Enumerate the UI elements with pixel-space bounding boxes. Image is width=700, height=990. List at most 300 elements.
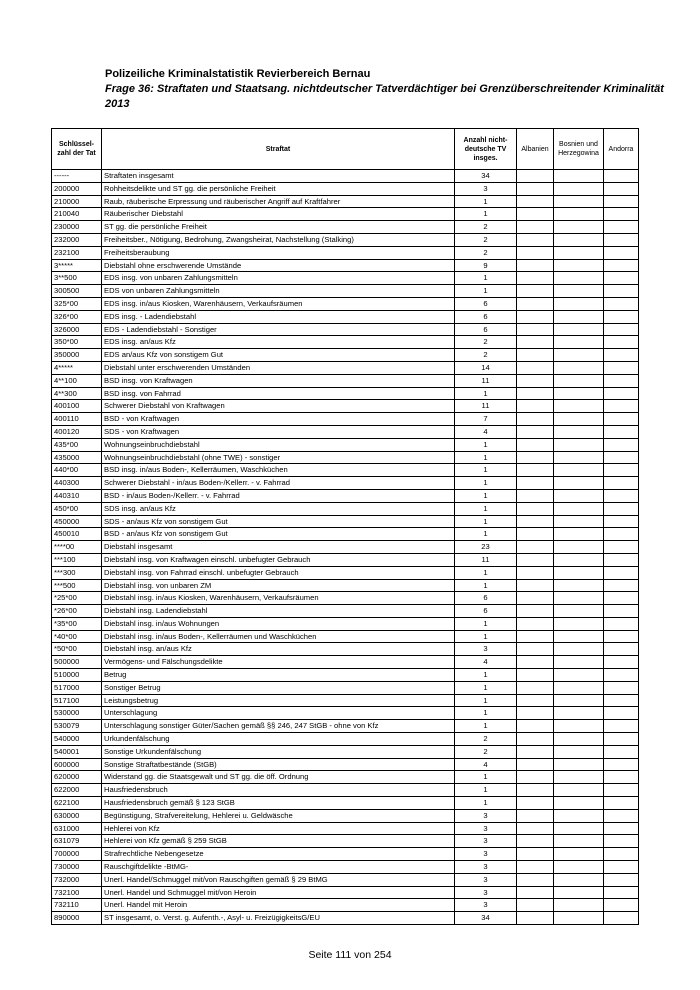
row-albania-cell bbox=[517, 489, 554, 502]
row-count-cell: 1 bbox=[455, 528, 517, 541]
row-offense-cell: BSD - an/aus Kfz von sonstigem Gut bbox=[102, 528, 455, 541]
row-key-cell: 500000 bbox=[52, 656, 102, 669]
row-key-cell: 3**500 bbox=[52, 272, 102, 285]
row-offense-cell: Straftaten insgesamt bbox=[102, 170, 455, 183]
table-row bbox=[52, 745, 639, 758]
table-row bbox=[52, 797, 639, 810]
row-key-cell: 700000 bbox=[52, 848, 102, 861]
row-albania-cell bbox=[517, 221, 554, 234]
row-andorra-cell bbox=[604, 425, 639, 438]
row-count-cell: 1 bbox=[455, 502, 517, 515]
row-bosnia-cell bbox=[554, 541, 604, 554]
row-albania-cell bbox=[517, 784, 554, 797]
row-bosnia-cell bbox=[554, 425, 604, 438]
row-albania-cell bbox=[517, 643, 554, 656]
row-count-cell: 1 bbox=[455, 438, 517, 451]
row-albania-cell bbox=[517, 515, 554, 528]
row-albania-cell bbox=[517, 707, 554, 720]
row-bosnia-cell bbox=[554, 502, 604, 515]
row-bosnia-cell bbox=[554, 297, 604, 310]
row-offense-cell: EDS an/aus Kfz von sonstigem Gut bbox=[102, 349, 455, 362]
row-offense-cell: EDS insg. in/aus Kiosken, Warenhäusern, Verkaufsräumen bbox=[102, 297, 455, 310]
row-key-cell: *35*00 bbox=[52, 617, 102, 630]
table-row bbox=[52, 259, 639, 272]
row-albania-cell bbox=[517, 502, 554, 515]
row-bosnia-cell bbox=[554, 489, 604, 502]
row-albania-cell bbox=[517, 182, 554, 195]
table-header-row bbox=[52, 129, 639, 170]
row-count-cell: 1 bbox=[455, 387, 517, 400]
row-bosnia-cell bbox=[554, 182, 604, 195]
table-row bbox=[52, 771, 639, 784]
table-row bbox=[52, 605, 639, 618]
row-albania-cell bbox=[517, 195, 554, 208]
table-row bbox=[52, 182, 639, 195]
table-row bbox=[52, 886, 639, 899]
row-albania-cell bbox=[517, 246, 554, 259]
row-andorra-cell bbox=[604, 912, 639, 925]
row-key-cell: 622100 bbox=[52, 797, 102, 810]
column-header-offense: Straftat bbox=[102, 129, 455, 170]
row-offense-cell: EDS insg. - Ladendiebstahl bbox=[102, 310, 455, 323]
row-bosnia-cell bbox=[554, 336, 604, 349]
table-row bbox=[52, 669, 639, 682]
row-bosnia-cell bbox=[554, 170, 604, 183]
row-count-cell: 1 bbox=[455, 720, 517, 733]
row-offense-cell: Diebstahl insg. von unbaren ZM bbox=[102, 579, 455, 592]
row-offense-cell: BSD - in/aus Boden-/Kellerr. - v. Fahrrad bbox=[102, 489, 455, 502]
row-key-cell: 732000 bbox=[52, 873, 102, 886]
row-albania-cell bbox=[517, 873, 554, 886]
row-albania-cell bbox=[517, 579, 554, 592]
row-offense-cell: EDS - Ladendiebstahl - Sonstiger bbox=[102, 323, 455, 336]
row-key-cell: 230000 bbox=[52, 221, 102, 234]
row-bosnia-cell bbox=[554, 400, 604, 413]
row-bosnia-cell bbox=[554, 361, 604, 374]
row-albania-cell bbox=[517, 233, 554, 246]
row-key-cell: 435000 bbox=[52, 451, 102, 464]
row-count-cell: 6 bbox=[455, 310, 517, 323]
row-count-cell: 3 bbox=[455, 809, 517, 822]
row-albania-cell bbox=[517, 361, 554, 374]
row-offense-cell: Leistungsbetrug bbox=[102, 694, 455, 707]
row-bosnia-cell bbox=[554, 528, 604, 541]
row-count-cell: 11 bbox=[455, 374, 517, 387]
table-row bbox=[52, 310, 639, 323]
row-bosnia-cell bbox=[554, 707, 604, 720]
row-andorra-cell bbox=[604, 861, 639, 874]
table-row bbox=[52, 541, 639, 554]
row-key-cell: 210000 bbox=[52, 195, 102, 208]
row-offense-cell: Vermögens- und Fälschungsdelikte bbox=[102, 656, 455, 669]
row-offense-cell: BSD - von Kraftwagen bbox=[102, 413, 455, 426]
row-bosnia-cell bbox=[554, 349, 604, 362]
row-bosnia-cell bbox=[554, 822, 604, 835]
row-count-cell: 1 bbox=[455, 617, 517, 630]
row-count-cell: 1 bbox=[455, 477, 517, 490]
row-andorra-cell bbox=[604, 643, 639, 656]
row-bosnia-cell bbox=[554, 310, 604, 323]
row-count-cell: 1 bbox=[455, 464, 517, 477]
row-albania-cell bbox=[517, 208, 554, 221]
row-bosnia-cell bbox=[554, 617, 604, 630]
row-offense-cell: Schwerer Diebstahl von Kraftwagen bbox=[102, 400, 455, 413]
row-count-cell: 1 bbox=[455, 669, 517, 682]
row-count-cell: 3 bbox=[455, 835, 517, 848]
column-header-albania: Albanien bbox=[517, 129, 554, 170]
row-offense-cell: Unerl. Handel/Schmuggel mit/von Rauschgiften gemäß § 29 BtMG bbox=[102, 873, 455, 886]
table-row bbox=[52, 758, 639, 771]
row-key-cell: 530000 bbox=[52, 707, 102, 720]
row-count-cell: 3 bbox=[455, 182, 517, 195]
row-key-cell: 435*00 bbox=[52, 438, 102, 451]
row-count-cell: 9 bbox=[455, 259, 517, 272]
row-key-cell: 326*00 bbox=[52, 310, 102, 323]
row-andorra-cell bbox=[604, 477, 639, 490]
row-offense-cell: ST gg. die persönliche Freiheit bbox=[102, 221, 455, 234]
row-offense-cell: Unerl. Handel und Schmuggel mit/von Heroin bbox=[102, 886, 455, 899]
row-andorra-cell bbox=[604, 438, 639, 451]
row-offense-cell: Unterschlagung sonstiger Güter/Sachen gemäß §§ 246, 247 StGB - ohne von Kfz bbox=[102, 720, 455, 733]
table-row bbox=[52, 592, 639, 605]
row-key-cell: *25*00 bbox=[52, 592, 102, 605]
table-row bbox=[52, 835, 639, 848]
row-count-cell: 6 bbox=[455, 592, 517, 605]
row-andorra-cell bbox=[604, 387, 639, 400]
row-key-cell: ****00 bbox=[52, 541, 102, 554]
table-row bbox=[52, 681, 639, 694]
row-andorra-cell bbox=[604, 349, 639, 362]
row-andorra-cell bbox=[604, 771, 639, 784]
row-albania-cell bbox=[517, 451, 554, 464]
row-key-cell: 400120 bbox=[52, 425, 102, 438]
table-row bbox=[52, 643, 639, 656]
row-bosnia-cell bbox=[554, 656, 604, 669]
row-count-cell: 2 bbox=[455, 233, 517, 246]
row-count-cell: 2 bbox=[455, 221, 517, 234]
row-offense-cell: Sonstiger Betrug bbox=[102, 681, 455, 694]
row-andorra-cell bbox=[604, 195, 639, 208]
row-albania-cell bbox=[517, 310, 554, 323]
row-key-cell: *50*00 bbox=[52, 643, 102, 656]
row-andorra-cell bbox=[604, 822, 639, 835]
row-count-cell: 34 bbox=[455, 912, 517, 925]
row-offense-cell: Hehlerei von Kfz gemäß § 259 StGB bbox=[102, 835, 455, 848]
row-offense-cell: Unerl. Handel mit Heroin bbox=[102, 899, 455, 912]
row-albania-cell bbox=[517, 656, 554, 669]
table-row bbox=[52, 477, 639, 490]
row-key-cell: 510000 bbox=[52, 669, 102, 682]
row-albania-cell bbox=[517, 899, 554, 912]
row-key-cell: 890000 bbox=[52, 912, 102, 925]
column-header-count: Anzahl nicht-deutsche TV insges. bbox=[455, 129, 517, 170]
row-bosnia-cell bbox=[554, 630, 604, 643]
row-bosnia-cell bbox=[554, 758, 604, 771]
row-bosnia-cell bbox=[554, 694, 604, 707]
row-offense-cell: Widerstand gg. die Staatsgewalt und ST gg. die öff. Ordnung bbox=[102, 771, 455, 784]
row-andorra-cell bbox=[604, 489, 639, 502]
row-bosnia-cell bbox=[554, 221, 604, 234]
table-row bbox=[52, 528, 639, 541]
row-offense-cell: Rauschgiftdelikte -BtMG- bbox=[102, 861, 455, 874]
row-key-cell: 4***** bbox=[52, 361, 102, 374]
row-andorra-cell bbox=[604, 592, 639, 605]
row-count-cell: 34 bbox=[455, 170, 517, 183]
row-bosnia-cell bbox=[554, 809, 604, 822]
row-albania-cell bbox=[517, 617, 554, 630]
table-row bbox=[52, 272, 639, 285]
row-key-cell: 450000 bbox=[52, 515, 102, 528]
row-albania-cell bbox=[517, 464, 554, 477]
table-row bbox=[52, 656, 639, 669]
row-andorra-cell bbox=[604, 451, 639, 464]
row-bosnia-cell bbox=[554, 438, 604, 451]
row-count-cell: 2 bbox=[455, 745, 517, 758]
row-count-cell: 6 bbox=[455, 323, 517, 336]
row-andorra-cell bbox=[604, 630, 639, 643]
row-albania-cell bbox=[517, 477, 554, 490]
row-andorra-cell bbox=[604, 336, 639, 349]
row-andorra-cell bbox=[604, 899, 639, 912]
table-row bbox=[52, 630, 639, 643]
row-offense-cell: Freiheitsberaubung bbox=[102, 246, 455, 259]
row-bosnia-cell bbox=[554, 720, 604, 733]
row-bosnia-cell bbox=[554, 233, 604, 246]
row-count-cell: 2 bbox=[455, 733, 517, 746]
row-offense-cell: Diebstahl ohne erschwerende Umstände bbox=[102, 259, 455, 272]
row-albania-cell bbox=[517, 771, 554, 784]
row-key-cell: 631000 bbox=[52, 822, 102, 835]
row-albania-cell bbox=[517, 848, 554, 861]
table-row bbox=[52, 233, 639, 246]
row-count-cell: 1 bbox=[455, 707, 517, 720]
table-row bbox=[52, 336, 639, 349]
table-body bbox=[52, 170, 639, 925]
row-andorra-cell bbox=[604, 784, 639, 797]
row-bosnia-cell bbox=[554, 797, 604, 810]
table-row bbox=[52, 208, 639, 221]
row-andorra-cell bbox=[604, 553, 639, 566]
row-count-cell: 1 bbox=[455, 771, 517, 784]
row-andorra-cell bbox=[604, 361, 639, 374]
row-albania-cell bbox=[517, 259, 554, 272]
row-albania-cell bbox=[517, 272, 554, 285]
row-count-cell: 1 bbox=[455, 285, 517, 298]
row-count-cell: 1 bbox=[455, 579, 517, 592]
row-offense-cell: Diebstahl insg. an/aus Kfz bbox=[102, 643, 455, 656]
row-andorra-cell bbox=[604, 310, 639, 323]
table-row bbox=[52, 502, 639, 515]
row-albania-cell bbox=[517, 720, 554, 733]
row-bosnia-cell bbox=[554, 451, 604, 464]
row-andorra-cell bbox=[604, 809, 639, 822]
table-row bbox=[52, 246, 639, 259]
row-andorra-cell bbox=[604, 515, 639, 528]
row-bosnia-cell bbox=[554, 886, 604, 899]
row-count-cell: 1 bbox=[455, 515, 517, 528]
row-andorra-cell bbox=[604, 541, 639, 554]
row-count-cell: 7 bbox=[455, 413, 517, 426]
row-offense-cell: Diebstahl unter erschwerenden Umständen bbox=[102, 361, 455, 374]
row-albania-cell bbox=[517, 336, 554, 349]
row-offense-cell: Räuberischer Diebstahl bbox=[102, 208, 455, 221]
row-andorra-cell bbox=[604, 502, 639, 515]
row-key-cell: 200000 bbox=[52, 182, 102, 195]
row-albania-cell bbox=[517, 438, 554, 451]
row-key-cell: 400100 bbox=[52, 400, 102, 413]
table-row bbox=[52, 579, 639, 592]
table-row bbox=[52, 195, 639, 208]
row-bosnia-cell bbox=[554, 259, 604, 272]
table-row bbox=[52, 489, 639, 502]
row-key-cell: ***500 bbox=[52, 579, 102, 592]
row-count-cell: 2 bbox=[455, 349, 517, 362]
document-heading bbox=[105, 67, 665, 112]
row-bosnia-cell bbox=[554, 681, 604, 694]
table-row bbox=[52, 707, 639, 720]
row-andorra-cell bbox=[604, 221, 639, 234]
table-row bbox=[52, 553, 639, 566]
row-bosnia-cell bbox=[554, 387, 604, 400]
row-albania-cell bbox=[517, 797, 554, 810]
row-bosnia-cell bbox=[554, 374, 604, 387]
row-andorra-cell bbox=[604, 233, 639, 246]
row-offense-cell: Diebstahl insg. in/aus Wohnungen bbox=[102, 617, 455, 630]
row-key-cell: 326000 bbox=[52, 323, 102, 336]
row-albania-cell bbox=[517, 886, 554, 899]
row-offense-cell: Diebstahl insg. in/aus Kiosken, Warenhäusern, Verkaufsräumen bbox=[102, 592, 455, 605]
row-bosnia-cell bbox=[554, 784, 604, 797]
table-row bbox=[52, 822, 639, 835]
table-row bbox=[52, 899, 639, 912]
row-count-cell: 23 bbox=[455, 541, 517, 554]
row-albania-cell bbox=[517, 285, 554, 298]
row-offense-cell: Raub, räuberische Erpressung und räuberischer Angriff auf Kraftfahrer bbox=[102, 195, 455, 208]
row-offense-cell: Unterschlagung bbox=[102, 707, 455, 720]
row-andorra-cell bbox=[604, 886, 639, 899]
row-count-cell: 1 bbox=[455, 681, 517, 694]
statistics-table bbox=[51, 128, 639, 925]
row-andorra-cell bbox=[604, 797, 639, 810]
row-albania-cell bbox=[517, 349, 554, 362]
row-offense-cell: EDS von unbaren Zahlungsmitteln bbox=[102, 285, 455, 298]
row-andorra-cell bbox=[604, 579, 639, 592]
row-albania-cell bbox=[517, 745, 554, 758]
table-row bbox=[52, 361, 639, 374]
row-offense-cell: EDS insg. von unbaren Zahlungsmitteln bbox=[102, 272, 455, 285]
row-count-cell: 1 bbox=[455, 451, 517, 464]
row-count-cell: 1 bbox=[455, 208, 517, 221]
row-count-cell: 1 bbox=[455, 630, 517, 643]
row-andorra-cell bbox=[604, 656, 639, 669]
row-key-cell: 450010 bbox=[52, 528, 102, 541]
row-count-cell: 11 bbox=[455, 400, 517, 413]
row-andorra-cell bbox=[604, 400, 639, 413]
row-count-cell: 3 bbox=[455, 848, 517, 861]
row-bosnia-cell bbox=[554, 848, 604, 861]
row-count-cell: 1 bbox=[455, 797, 517, 810]
table-row bbox=[52, 349, 639, 362]
row-key-cell: 350000 bbox=[52, 349, 102, 362]
table-row bbox=[52, 617, 639, 630]
row-offense-cell: Wohnungseinbruchdiebstahl bbox=[102, 438, 455, 451]
row-key-cell: *40*00 bbox=[52, 630, 102, 643]
row-offense-cell: EDS insg. an/aus Kfz bbox=[102, 336, 455, 349]
row-count-cell: 4 bbox=[455, 656, 517, 669]
row-offense-cell: SDS - an/aus Kfz von sonstigem Gut bbox=[102, 515, 455, 528]
row-offense-cell: Diebstahl insg. in/aus Boden-, Kellerräumen und Waschküchen bbox=[102, 630, 455, 643]
row-albania-cell bbox=[517, 297, 554, 310]
row-count-cell: 2 bbox=[455, 336, 517, 349]
row-key-cell: 232100 bbox=[52, 246, 102, 259]
row-albania-cell bbox=[517, 566, 554, 579]
row-albania-cell bbox=[517, 861, 554, 874]
row-albania-cell bbox=[517, 630, 554, 643]
row-key-cell: 350*00 bbox=[52, 336, 102, 349]
row-andorra-cell bbox=[604, 605, 639, 618]
row-count-cell: 14 bbox=[455, 361, 517, 374]
table-row bbox=[52, 733, 639, 746]
row-andorra-cell bbox=[604, 745, 639, 758]
row-offense-cell: ST insgesamt, o. Verst. g. Aufenth.-, Asyl- u. FreizügigkeitsG/EU bbox=[102, 912, 455, 925]
row-offense-cell: Betrug bbox=[102, 669, 455, 682]
row-key-cell: 440300 bbox=[52, 477, 102, 490]
row-bosnia-cell bbox=[554, 579, 604, 592]
row-albania-cell bbox=[517, 170, 554, 183]
row-key-cell: 600000 bbox=[52, 758, 102, 771]
column-header-key: Schlüssel-zahl der Tat bbox=[52, 129, 102, 170]
row-andorra-cell bbox=[604, 374, 639, 387]
table-row bbox=[52, 809, 639, 822]
row-count-cell: 4 bbox=[455, 758, 517, 771]
table-row bbox=[52, 912, 639, 925]
row-albania-cell bbox=[517, 758, 554, 771]
row-albania-cell bbox=[517, 541, 554, 554]
row-bosnia-cell bbox=[554, 899, 604, 912]
row-andorra-cell bbox=[604, 208, 639, 221]
row-andorra-cell bbox=[604, 720, 639, 733]
column-header-andorra: Andorra bbox=[604, 129, 639, 170]
row-offense-cell: Hausfriedensbruch gemäß § 123 StGB bbox=[102, 797, 455, 810]
row-offense-cell: Wohnungseinbruchdiebstahl (ohne TWE) - sonstiger bbox=[102, 451, 455, 464]
row-andorra-cell bbox=[604, 669, 639, 682]
row-key-cell: 4**300 bbox=[52, 387, 102, 400]
table-row bbox=[52, 425, 639, 438]
row-andorra-cell bbox=[604, 323, 639, 336]
row-key-cell: 630000 bbox=[52, 809, 102, 822]
row-offense-cell: Hehlerei von Kfz bbox=[102, 822, 455, 835]
row-count-cell: 3 bbox=[455, 886, 517, 899]
row-andorra-cell bbox=[604, 464, 639, 477]
row-albania-cell bbox=[517, 733, 554, 746]
row-bosnia-cell bbox=[554, 477, 604, 490]
row-albania-cell bbox=[517, 592, 554, 605]
row-count-cell: 1 bbox=[455, 195, 517, 208]
row-offense-cell: Hausfriedensbruch bbox=[102, 784, 455, 797]
table-row bbox=[52, 221, 639, 234]
page-number: Seite 111 von 254 bbox=[308, 949, 392, 961]
row-albania-cell bbox=[517, 669, 554, 682]
row-key-cell: 4**100 bbox=[52, 374, 102, 387]
table-row bbox=[52, 170, 639, 183]
row-andorra-cell bbox=[604, 413, 639, 426]
row-offense-cell: Urkundenfälschung bbox=[102, 733, 455, 746]
table-row bbox=[52, 400, 639, 413]
row-offense-cell: BSD insg. von Kraftwagen bbox=[102, 374, 455, 387]
row-albania-cell bbox=[517, 809, 554, 822]
row-albania-cell bbox=[517, 528, 554, 541]
row-bosnia-cell bbox=[554, 208, 604, 221]
